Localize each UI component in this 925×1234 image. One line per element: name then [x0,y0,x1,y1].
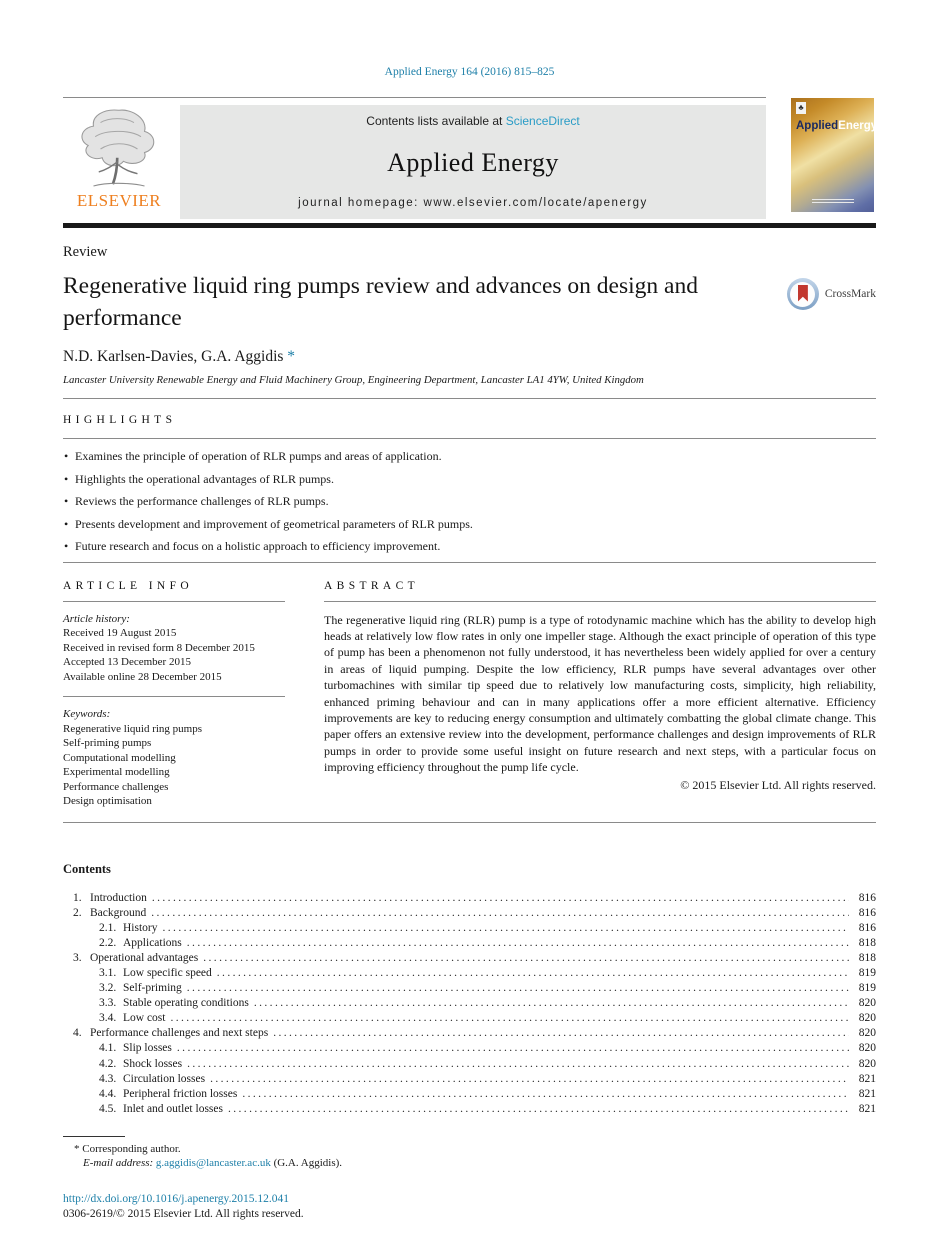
contents-heading: Contents [63,861,111,876]
toc-leader [217,966,849,981]
masthead-top-rule [63,97,766,98]
journal-homepage-link[interactable]: journal homepage: www.elsevier.com/locate/apenergy [298,197,648,209]
highlight-item: • Examines the principle of operation of RLR pumps and areas of application. [63,449,876,464]
abstract-heading: ABSTRACT [324,579,420,592]
toc-page-number: 818 [858,936,876,949]
toc-page-number: 820 [858,1012,876,1025]
highlights-top-rule [63,398,876,399]
toc-page-number: 818 [858,951,876,964]
toc-leader [228,1102,849,1117]
journal-citation-link[interactable]: Applied Energy 164 (2016) 815–825 [384,66,555,78]
highlights-list [63,449,876,554]
toc-leader [152,891,849,906]
toc-number: 4.5. [99,1102,117,1115]
toc-number: 2.2. [99,936,117,949]
title-row [63,270,876,334]
article-history-block [63,612,285,685]
toc-label: Peripheral friction losses [123,1087,238,1100]
toc-entry[interactable] [63,1072,876,1087]
crossmark-badge[interactable] [787,278,876,310]
history-line: Available online 28 December 2015 [63,670,222,683]
toc-entry[interactable] [63,891,876,906]
toc-entry[interactable] [63,936,876,951]
toc-page-number: 819 [858,982,876,995]
keyword-line: Computational modelling [63,751,176,764]
toc-label: Introduction [90,891,147,904]
abstract-text: The regenerative liquid ring (RLR) pump is a type of rotodynamic machine which has the ability to develop high heads at relatively low flow rates in only one impeller stage. Although the exact principle of operation of this type of pump has been a phenomenon not fully understood, it has nevertheless been widely applied for over a century in areas of liquid pumping. Despite the low efficiency, RLR pumps have several advantages over other turbomachines with similar tip speed due to relatively low manufacturing costs, simplicity, high reliability, enhanced priming behaviour and can in many applications offer a more efficient alternative. Efficiency improvements are key to reducing energy consumption and ultimately combatting the global climate change. This paper offers an extensive review into the development, performance challenges and design improvements of RLR pumps in order to provide some useful insight on future research and next steps, with a particular focus on improving efficiency throughout the pump life cycle. [324,612,876,775]
toc-leader [187,981,849,996]
keyword-line: Design optimisation [63,795,152,807]
toc-label: Shock losses [123,1057,183,1070]
toc-number: 2.1. [99,921,117,934]
paper-title: Regenerative liquid ring pumps review and advances on design and performance [63,273,698,331]
toc-page-number: 821 [858,1072,876,1085]
toc-leader [273,1026,849,1041]
abstract-heading-rule [324,601,876,602]
toc-page-number: 821 [858,1087,876,1100]
history-line: Received in revised form 8 December 2015 [63,641,255,654]
toc-list [63,891,876,1117]
highlight-item: • Future research and focus on a holistic approach to efficiency improvement. [63,539,876,554]
cover-elsevier-mini-logo: ♣ [796,102,806,114]
toc-number: 1. [73,891,82,904]
toc-number: 4.1. [99,1042,117,1055]
article-history-label: Article history: [63,612,130,625]
corresponding-author-note [63,1143,876,1155]
toc-label: Self-priming [123,982,182,995]
toc-number: 4.2. [99,1057,117,1070]
keyword-line: Regenerative liquid ring pumps [63,722,202,735]
crossmark-icon [787,278,819,310]
toc-entry[interactable] [63,921,876,936]
toc-label: Stable operating conditions [123,997,249,1010]
toc-number: 3.1. [99,966,117,979]
abstract-copyright: © 2015 Elsevier Ltd. All rights reserved. [680,777,876,792]
toc-page-number: 820 [858,1057,876,1070]
abstract-column [324,580,876,809]
toc-label: History [123,921,158,934]
issn-copyright-line: 0306-2619/© 2015 Elsevier Ltd. All rights reserved. [63,1207,304,1220]
toc-entry[interactable] [63,1087,876,1102]
keyword-line: Performance challenges [63,780,169,793]
toc-entry[interactable] [63,1011,876,1026]
toc-page-number: 820 [858,1027,876,1040]
article-info-column [63,580,285,809]
elsevier-tree-icon [63,105,175,193]
history-line: Received 19 August 2015 [63,627,177,639]
toc-number: 2. [73,906,82,919]
toc-label: Inlet and outlet losses [123,1102,223,1115]
toc-number: 3.3. [99,997,117,1010]
toc-leader [151,906,849,921]
cover-journal-title [796,120,877,132]
toc-entry[interactable] [63,996,876,1011]
keywords-label: Keywords: [63,708,111,720]
keyword-line: Experimental modelling [63,766,170,778]
toc-number: 4.4. [99,1087,117,1100]
email-label: E-mail address: [83,1156,154,1169]
history-line: Accepted 13 December 2015 [63,656,191,668]
highlight-item: • Highlights the operational advantages of RLR pumps. [63,472,876,487]
contents-available-line [180,114,766,128]
toc-label: Circulation losses [123,1072,206,1085]
highlight-item: • Reviews the performance challenges of RLR pumps. [63,494,876,509]
toc-leader [210,1072,849,1087]
corresponding-author-asterisk[interactable]: * [287,348,296,365]
email-link[interactable]: g.aggidis@lancaster.ac.uk [155,1156,271,1169]
toc-leader [163,921,850,936]
toc-label: Low cost [123,1012,166,1025]
toc-leader [187,1057,849,1072]
article-history-list [63,626,285,684]
toc-entry[interactable] [63,1057,876,1072]
toc-label: Background [90,906,147,919]
toc-leader [254,996,849,1011]
highlights-bottom-rule [63,562,876,563]
article-info-heading-rule [63,601,285,602]
toc-leader [170,1011,849,1026]
toc-page-number: 820 [858,1042,876,1055]
crossmark-label: CrossMark [824,288,876,300]
toc-label: Performance challenges and next steps [90,1027,269,1040]
highlights-heading: HIGHLIGHTS [63,414,177,426]
cover-footer-lines [812,197,854,203]
cover-title-applied: Applied [796,120,839,132]
toc-entry[interactable] [63,981,876,996]
toc-leader [177,1041,849,1056]
toc-page-number: 820 [858,997,876,1010]
toc-entry[interactable] [63,966,876,981]
elsevier-logo[interactable] [63,105,175,219]
elsevier-wordmark: ELSEVIER [76,191,162,210]
toc-number: 4.3. [99,1072,117,1085]
info-abstract-section [63,580,876,809]
footnote-asterisk: * [74,1142,80,1155]
contents-available-prefix: Contents lists available at [366,114,506,128]
cover-title-energy: Energy [838,120,878,132]
highlight-item: • Presents development and improvement of geometrical parameters of RLR pumps. [63,517,876,532]
toc-page-number: 821 [858,1102,876,1115]
toc-number: 3. [73,951,82,964]
email-suffix: (G.A. Aggidis). [273,1156,343,1169]
keyword-line: Self-priming pumps [63,737,152,749]
toc-entry[interactable] [63,1041,876,1056]
masthead-panel [180,105,766,219]
toc-entry[interactable] [63,906,876,921]
keywords-list [63,722,285,809]
email-note [63,1157,876,1169]
toc-number: 3.2. [99,982,117,995]
toc-leader [203,951,849,966]
article-info-heading: ARTICLE INFO [63,579,194,592]
title-divider-bar [63,223,876,228]
author-line [63,348,876,366]
footnote-rule [63,1136,125,1137]
toc-entry[interactable] [63,1102,876,1117]
footnote-text: Corresponding author. [82,1142,181,1155]
doi-link[interactable]: http://dx.doi.org/10.1016/j.apenergy.2015.12.041 [63,1192,289,1205]
highlights-heading-rule [63,438,876,439]
toc-page-number: 816 [858,891,876,904]
toc-entry[interactable] [63,1026,876,1041]
toc-page-number: 819 [858,966,876,979]
toc-label: Operational advantages [90,951,199,964]
author-names: N.D. Karlsen-Davies, G.A. Aggidis [63,348,284,365]
article-type-label: Review [63,244,108,260]
toc-leader [242,1087,849,1102]
keywords-rule [63,696,285,697]
toc-number: 4. [73,1027,82,1040]
toc-label: Slip losses [123,1042,172,1055]
journal-cover-thumbnail[interactable] [791,98,878,212]
toc-page-number: 816 [858,906,876,919]
toc-entry[interactable] [63,951,876,966]
toc-label: Applications [123,936,182,949]
toc-label: Low specific speed [123,966,212,979]
keywords-block [63,707,285,809]
journal-title: Applied Energy [387,147,559,177]
affiliation: Lancaster University Renewable Energy and Fluid Machinery Group, Engineering Department, Lancaster LA1 4YW, United Kingdom [63,374,644,386]
toc-number: 3.4. [99,1012,117,1025]
toc-leader [187,936,849,951]
toc-page-number: 816 [858,921,876,934]
sciencedirect-link[interactable]: ScienceDirect [505,114,580,128]
masthead [63,105,876,219]
abstract-bottom-rule [63,822,876,823]
